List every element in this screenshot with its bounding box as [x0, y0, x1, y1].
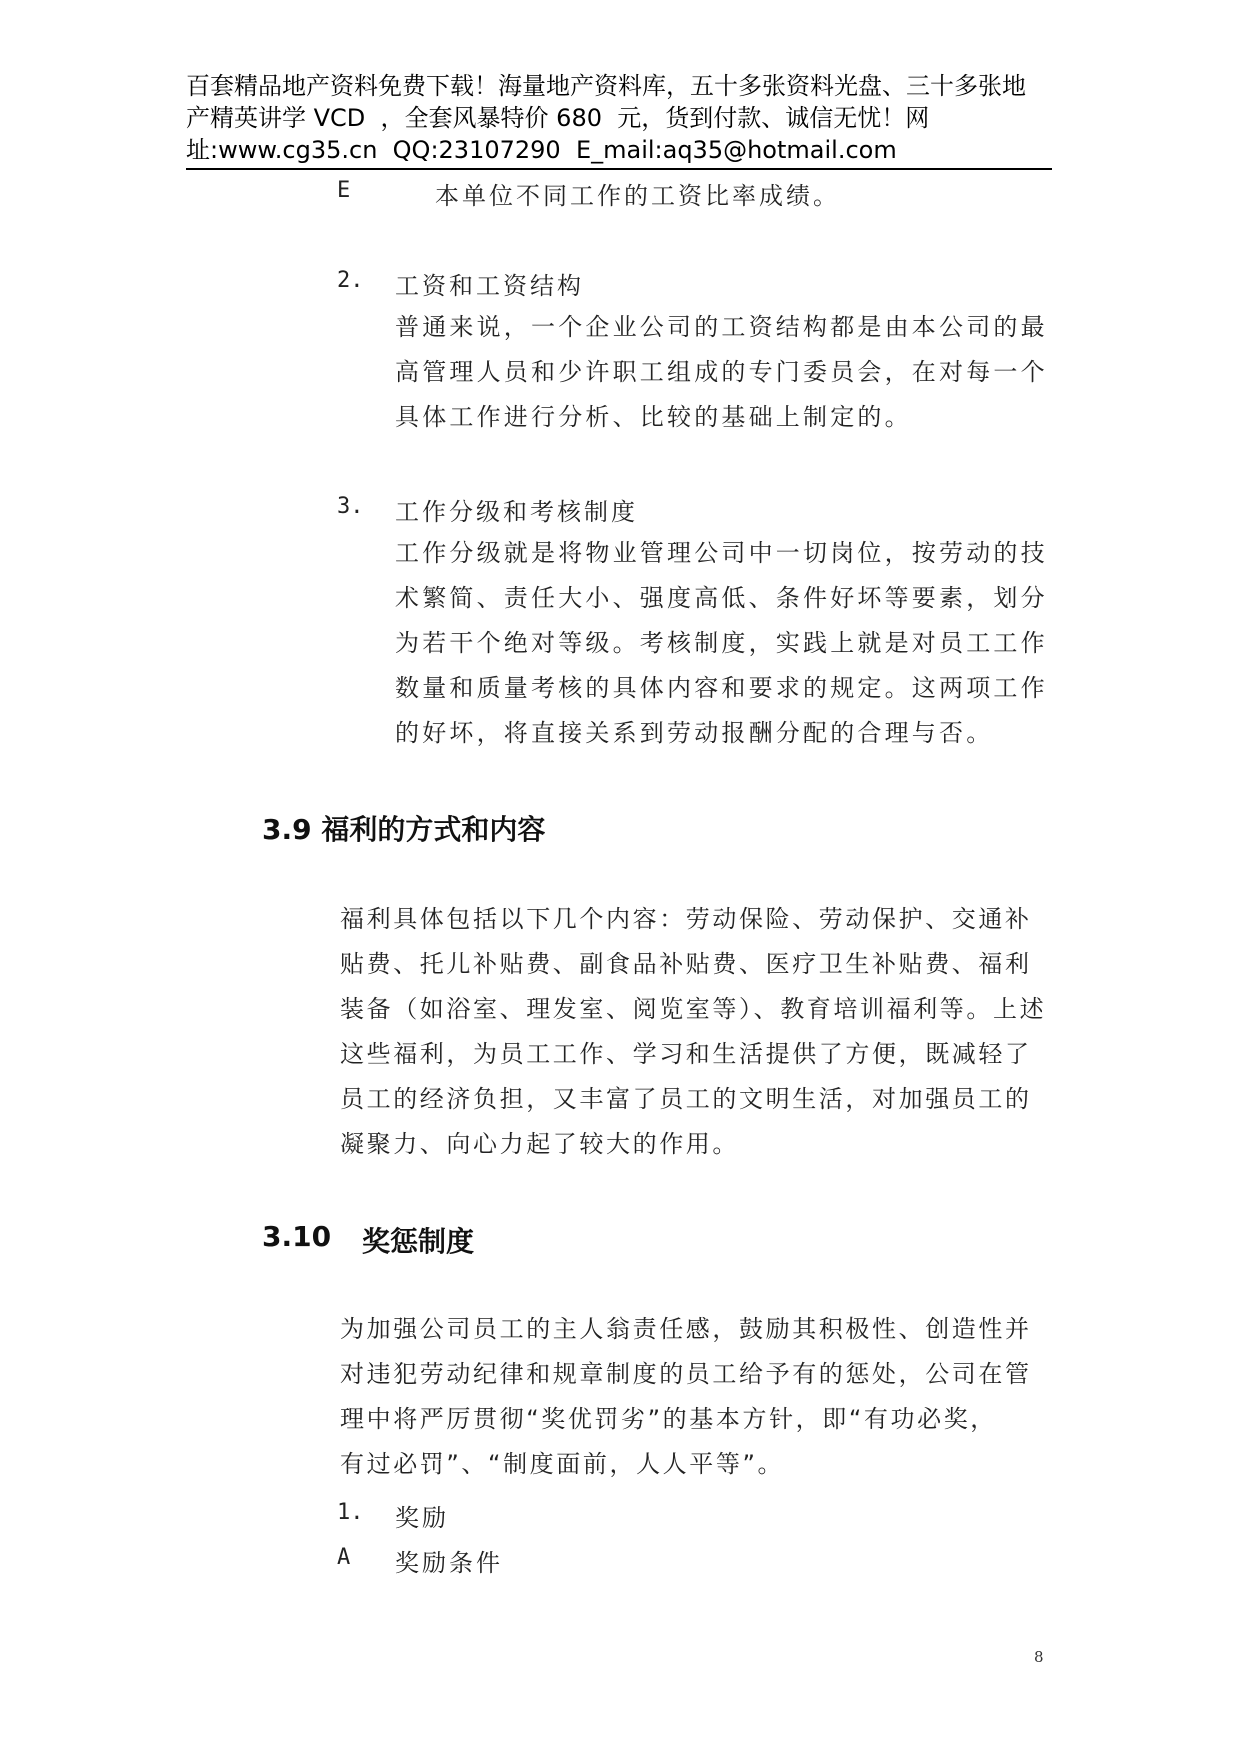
subsection-number: 3. [337, 494, 364, 519]
header-line: 址:www.cg35.cn QQ:23107290 E_mail:aq35@hotmail.com [186, 136, 897, 164]
paragraph-salary-structure: 普通来说，一个企业公司的工资结构都是由本公司的最 高管理人员和少许职工组成的专门委员会，在对每一个 具体工作进行分析、比较的基础上制定的。 [395, 313, 1048, 431]
subsection-number: 2. [337, 268, 364, 293]
subsection-title: 奖励 [395, 1504, 449, 1532]
header-line: 百套精品地产资料免费下载！海量地产资料库，五十多张资料光盘、三十多张地 [186, 72, 1026, 100]
item-e-text: 本单位不同工作的工资比率成绩。 [435, 182, 840, 210]
paragraph-rewards: 为加强公司员工的主人翁责任感，鼓励其积极性、创造性并 对违犯劳动纪律和规章制度的员工给予有的惩处，公司在管 理中将严厉贯彻“奖优罚劣”的基本方针，即“有功必奖， 有过必罚”、“制度面前，人人平等”。 [340, 1315, 1032, 1478]
item-marker-e: E [337, 178, 351, 203]
section-heading-number: 3.10 [262, 1220, 332, 1253]
subsection-number: 1. [337, 1500, 364, 1525]
page-header [186, 70, 1052, 170]
item-marker-a: A [337, 1545, 351, 1570]
paragraph-welfare: 福利具体包括以下几个内容：劳动保险、劳动保护、交通补 贴费、托儿补贴费、副食品补贴费、医疗卫生补贴费、福利 装备（如浴室、理发室、阅览室等）、教育培训福利等。上述 这些福利，为员工工作、学习和生活提供了方便，既减轻了 员工的经济负担，又丰富了员工的文明生活，对加强员工的 凝聚力、向心力起了较大的作用。 [340, 905, 1047, 1158]
item-a-title: 奖励条件 [395, 1549, 503, 1577]
subsection-title: 工作分级和考核制度 [395, 498, 638, 526]
section-heading: 3.9 福利的方式和内容 [262, 813, 546, 846]
subsection-title: 工资和工资结构 [395, 272, 584, 300]
page-number: 8 [1034, 1648, 1044, 1666]
paragraph-job-grading: 工作分级就是将物业管理公司中一切岗位，按劳动的技 术繁简、责任大小、强度高低、条件好坏等要素，划分 为若干个绝对等级。考核制度，实践上就是对员工工作 数量和质量考核的具体内容和要求的规定。这两项工作 的好坏，将直接关系到劳动报酬分配的合理与否。 [395, 539, 1048, 747]
header-line: 产精英讲学 VCD ，全套风暴特价 680 元，货到付款、诚信无忧！网 [186, 104, 930, 132]
section-heading-text: 奖惩制度 [362, 1225, 475, 1258]
